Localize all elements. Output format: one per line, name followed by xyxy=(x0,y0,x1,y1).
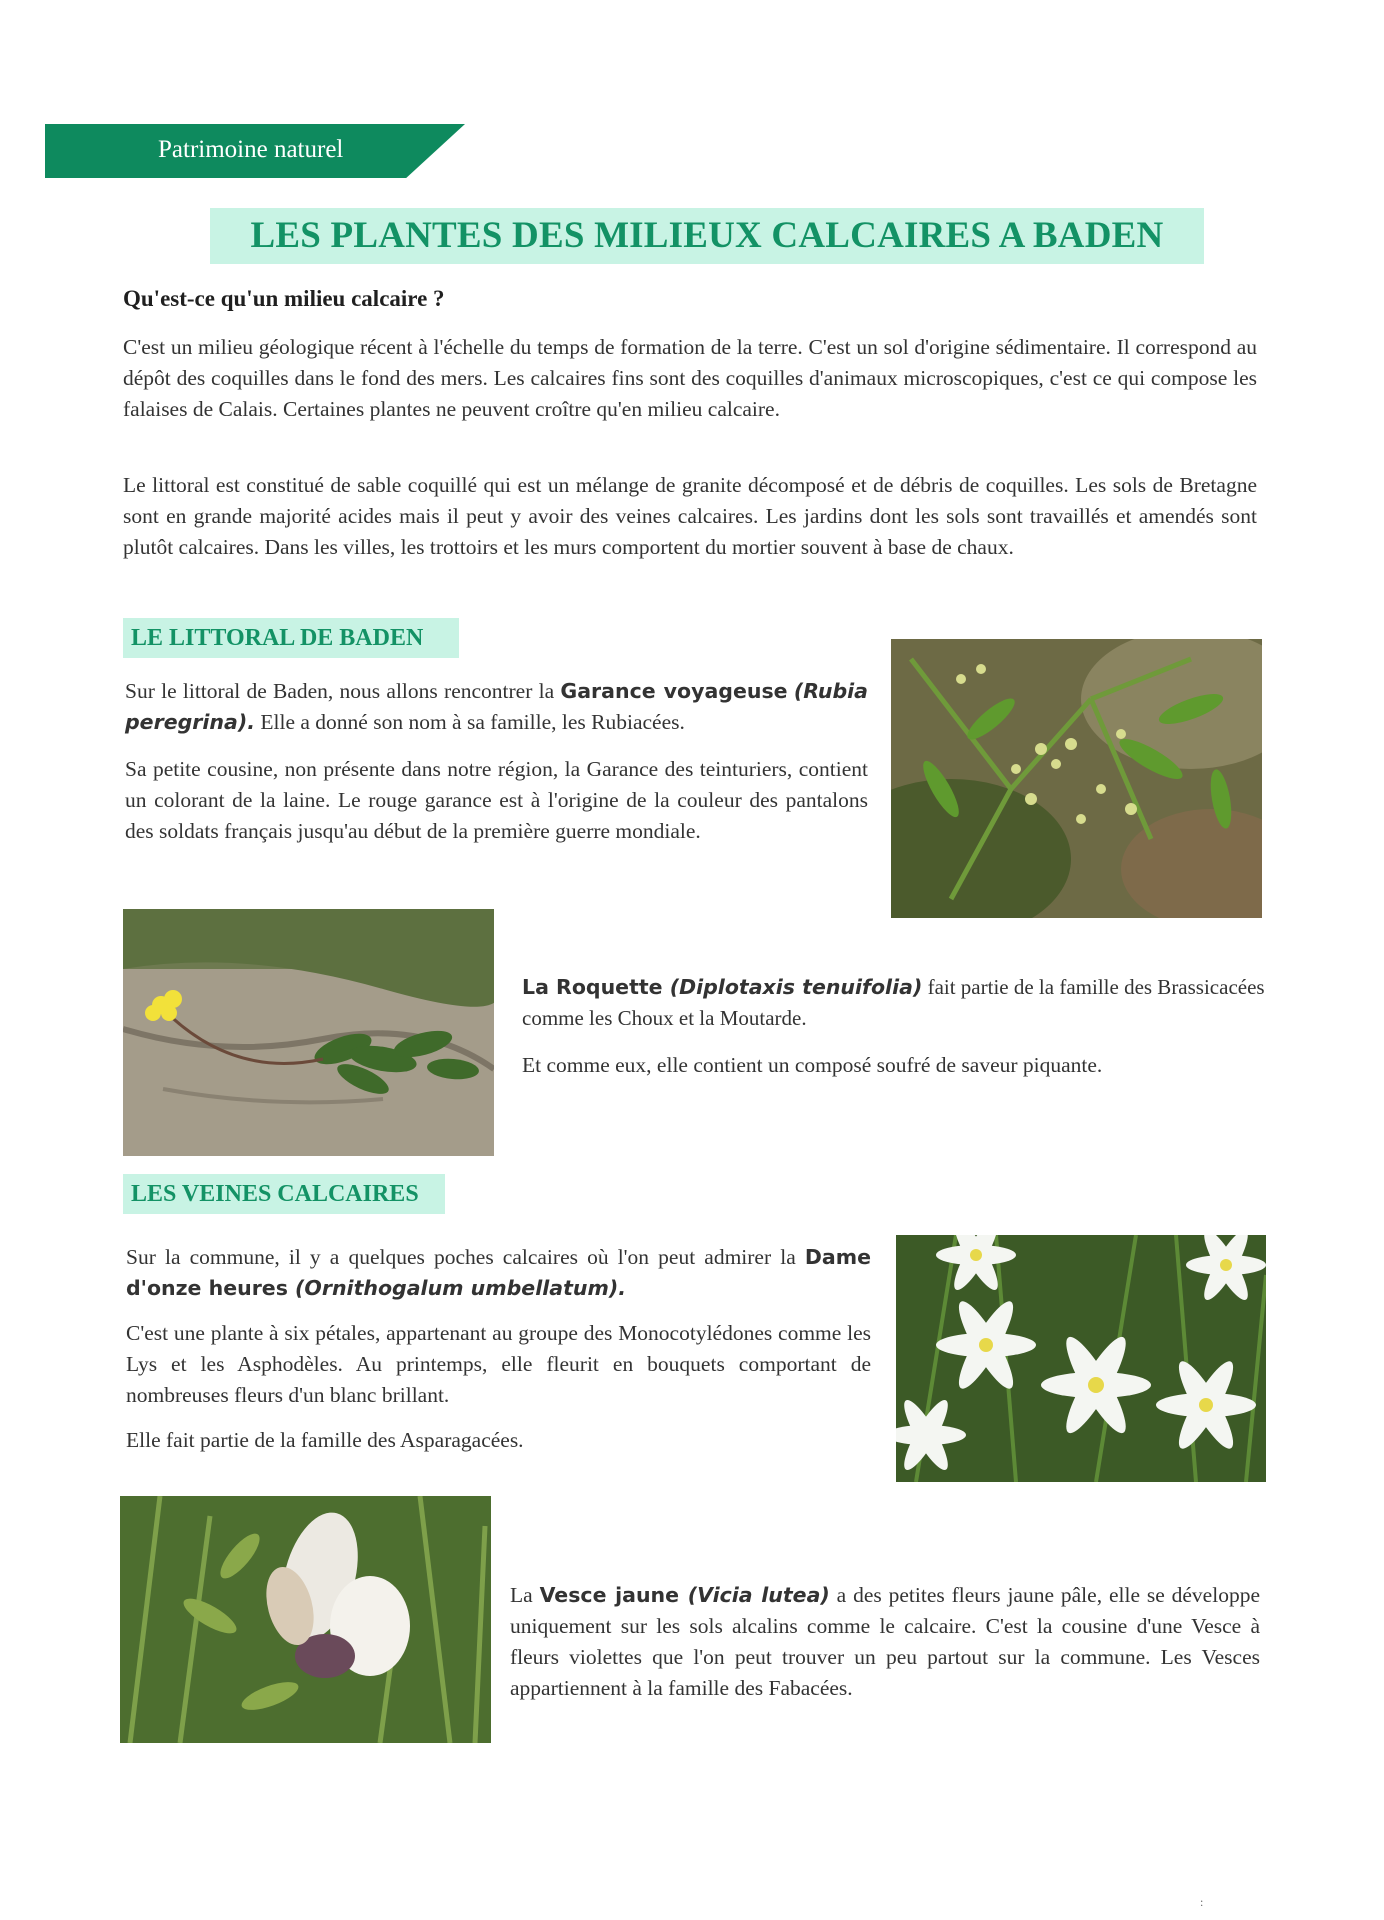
garance-lead: Sur le littoral de Baden, nous allons rencontrer la xyxy=(125,679,561,703)
section-heading-littoral-label: LE LITTORAL DE BADEN xyxy=(131,625,424,651)
intro-paragraph-2: Le littoral est constitué de sable coquillé qui est un mélange de granite décomposé et de débris de coquilles. Les sols de Bretagne sont en grande majorité acides mais il peut y avoir des veines calcaires. Les jardins dont les sols sont travaillés et amendés sont plutôt calcaires. Dans les villes, les trottoirs et les murs comportent du mortier souvent à base de chaux. xyxy=(123,473,1257,559)
photo-roquette xyxy=(123,909,494,1156)
vesce-latin: (Vicia lutea) xyxy=(687,1583,830,1607)
photo-garance-voyageuse xyxy=(891,639,1262,918)
photo-dame-d-onze-heures xyxy=(896,1235,1266,1482)
garance-paragraph-2: Sa petite cousine, non présente dans notre région, la Garance des teinturiers, contient un colorant de la laine. Le rouge garance est à l'origine de la couleur des pantalons des soldats français jusqu'au début de la première guerre mondiale. xyxy=(125,757,868,843)
dame-latin: (Ornithogalum umbellatum). xyxy=(295,1276,627,1300)
intro-question: Qu'est-ce qu'un milieu calcaire ? xyxy=(123,286,445,311)
garance-latin: (Rubia peregrina). xyxy=(125,679,869,734)
vesce-lead: La xyxy=(510,1583,540,1607)
vesce-name: Vesce jaune xyxy=(539,1583,688,1607)
roquette-rest: fait partie de la famille des Brassicacées comme les Choux et la Moutarde. xyxy=(522,975,1265,1030)
dame-paragraph-1 xyxy=(126,1242,871,1304)
section-heading-veines xyxy=(123,1174,445,1214)
page-mark: : xyxy=(1200,1895,1204,1909)
page-title: LES PLANTES DES MILIEUX CALCAIRES A BADEN xyxy=(250,215,1164,256)
vesce-paragraph xyxy=(510,1580,1260,1704)
garance-paragraph-1 xyxy=(125,676,868,738)
section-heading-veines-label: LES VEINES CALCAIRES xyxy=(131,1181,419,1207)
dame-name: Dame d'onze heures xyxy=(126,1245,871,1300)
vesce-rest: a des petites fleurs jaune pâle, elle se développe uniquement sur les sols alcalins comme le calcaire. C'est la cousine d'une Vesce à fleurs violettes que l'on peut trouver un peu partout sur la commune. Les Vesces appartiennent à la famille des Fabacées. xyxy=(510,1583,1260,1700)
section-heading-littoral xyxy=(123,618,459,658)
roquette-paragraph-2: Et comme eux, elle contient un composé soufré de saveur piquante. xyxy=(522,1053,1103,1077)
roquette-name: La Roquette xyxy=(522,975,670,999)
dame-paragraph-3: Elle fait partie de la famille des Asparagacées. xyxy=(126,1428,524,1452)
garance-name: Garance voyageuse xyxy=(560,679,788,703)
garance-rest: Elle a donné son nom à sa famille, les Rubiacées. xyxy=(255,710,685,734)
dame-paragraph-2: C'est une plante à six pétales, appartenant au groupe des Monocotylédones comme les Lys et les Asphodèles. Au printemps, elle fleurit en bouquets comportant de nombreuses fleurs d'un blanc brillant. xyxy=(126,1321,871,1407)
photo-vesce-jaune xyxy=(120,1496,491,1743)
roquette-paragraph-1 xyxy=(522,972,1267,1034)
dame-lead: Sur la commune, il y a quelques poches calcaires où l'on peut admirer la xyxy=(126,1245,805,1269)
banner-label: Patrimoine naturel xyxy=(158,136,344,163)
roquette-latin: (Diplotaxis tenuifolia) xyxy=(669,975,923,999)
intro-paragraph-1: C'est un milieu géologique récent à l'échelle du temps de formation de la terre. C'est un sol d'origine sédimentaire. Il correspond au dépôt des coquilles dans le fond des mers. Les calcaires fins sont des coquilles d'animaux microscopiques, c'est ce qui compose les falaises de Calais. Certaines plantes ne peuvent croître qu'en milieu calcaire. xyxy=(123,335,1257,421)
